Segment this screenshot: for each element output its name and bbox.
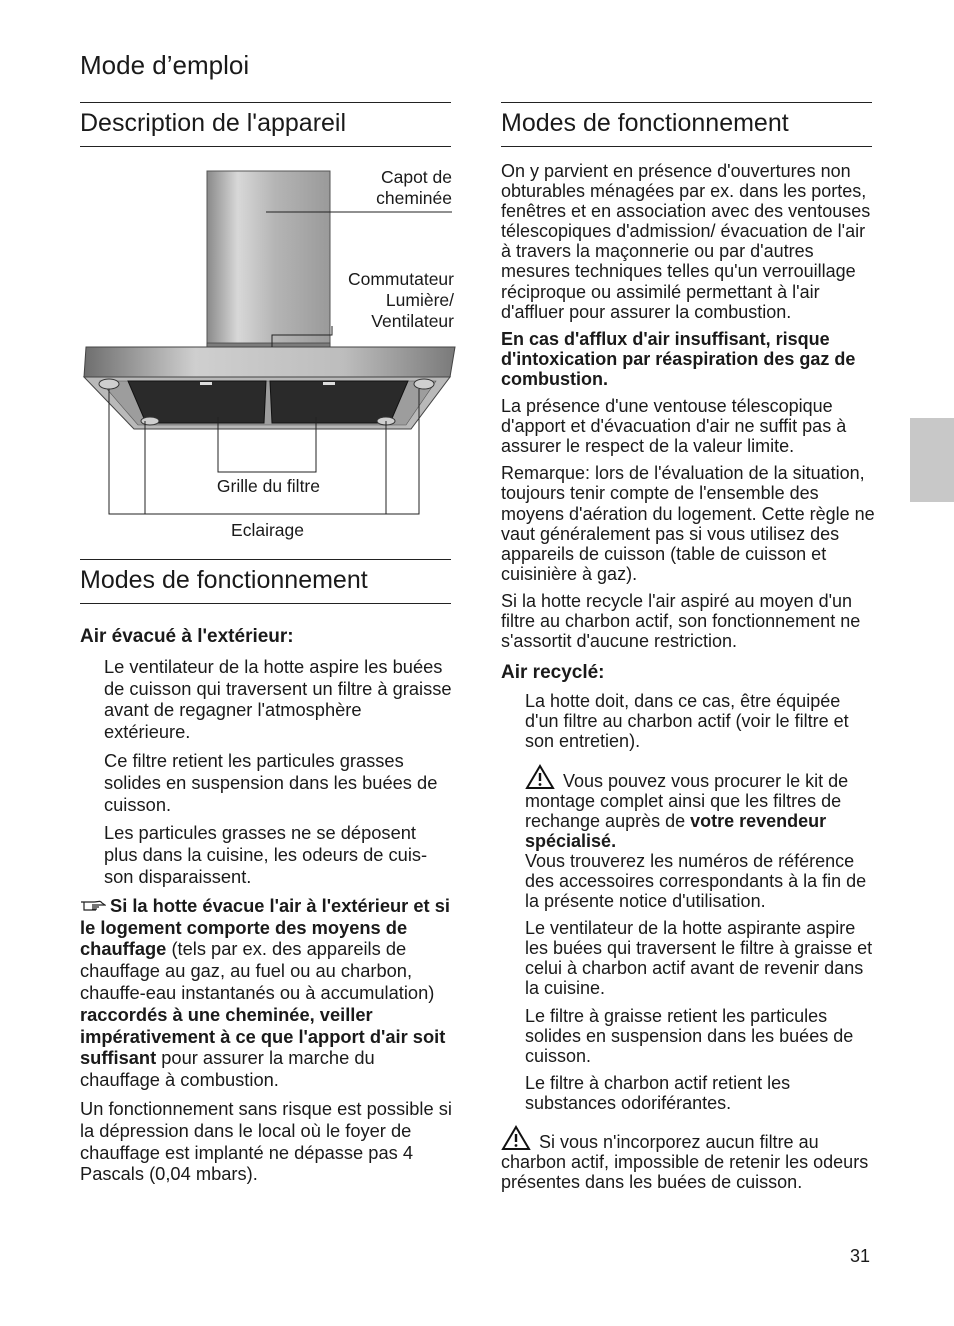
- paragraph: Un fonctionnement sans risque est possible si la dépression dans le local où le foyer de chauffage est implanté ne dépasse pas 4 Pascals (0,04 mbars).: [80, 1097, 452, 1185]
- label-capot: Capot de cheminée: [376, 167, 452, 208]
- canopy: [84, 347, 455, 377]
- paragraph: Le filtre à graisse retient les particules solides en suspension dans les buées de cuisson.: [525, 1005, 854, 1066]
- paragraph: Remarque: lors de l'évaluation de la situation, toujours tenir compte de l'ensemble des moyens d'aération du logement. Cette règle ne vaut généralement pas si vous utilisez des appareils de cuisson (table de cuisson et cuisinière à gaz).: [501, 463, 875, 584]
- subtitle-air-recycle: Air recyclé:: [501, 662, 605, 684]
- label-commutateur: Commutateur Lumière/ Ventilateur: [347, 269, 454, 331]
- side-tab-marker: [910, 418, 954, 502]
- page-number: 31: [849, 1246, 870, 1266]
- section-title-modes-right: Modes de fonctionnement: [501, 102, 872, 147]
- label-grille: Grille du filtre: [216, 476, 320, 496]
- right-text-column: [501, 161, 875, 1199]
- subtitle-air-evacue: Air évacué à l'extérieur:: [80, 626, 294, 647]
- warning-icon: [501, 1125, 531, 1151]
- warning-icon: [525, 764, 555, 790]
- warning-paragraph: Vous pouvez vous procurer le kit de montage complet ainsi que les filtres de rechange auprès de votre revendeur spécialisé. Vous trouverez les numéros de référence des accessoires correspondants à la fin de la présente notice d'utilisation.: [525, 764, 875, 912]
- page-title: Mode d’emploi: [80, 50, 250, 80]
- label-eclairage: Eclairage: [231, 520, 304, 540]
- hood-diagram: [78, 165, 458, 525]
- paragraph: Le ventilateur de la hotte aspirante aspire les buées qui traversent le filtre à graisse et celui à charbon actif avant de revenir dans la cuisine.: [525, 918, 873, 999]
- bold-warning: En cas d'afflux d'air insuffisant, risque d'intoxication par réaspiration des gaz de combustion.: [501, 328, 856, 389]
- note-paragraph: Si la hotte évacue l'air à l'extérieur et si le logement comporte des moyens de chauffage (tels par ex. des appareils de chauffage au gaz, au fuel ou au charbon, chauffe-eau instantanés ou à accumulation) raccordés à une cheminée, veiller impérativement à ce que l'apport d'air soit suffisant pour assurer la marche du chauffage à combustion.: [80, 894, 450, 1091]
- left-text-column: [80, 626, 452, 1192]
- paragraph: Ce filtre retient les particules grasses solides en suspension dans les buées de cuisson.: [104, 749, 438, 815]
- paragraph: Si la hotte recycle l'air aspiré au moyen d'un filtre au charbon actif, son fonctionnement ne s'assortit d'aucune restriction.: [501, 590, 861, 652]
- paragraph: La hotte doit, dans ce cas, être équipée d'un filtre au charbon actif (voir le filtre et son entretien).: [525, 691, 849, 752]
- section-title-description: Description de l'appareil: [80, 102, 451, 147]
- paragraph: Les particules grasses ne se déposent plus dans la cuisine, les odeurs de cuis-son disparaissent.: [104, 822, 428, 887]
- pointing-hand-icon: [80, 898, 106, 912]
- section-title-modes-left: Modes de fonctionnement: [80, 559, 451, 604]
- paragraph: Le ventilateur de la hotte aspire les buées de cuisson qui traversent un filtre à graisse avant de regagner l'atmosphère extérieure.: [104, 655, 452, 743]
- paragraph: La présence d'une ventouse télescopique d'apport et d'évacuation d'air ne suffit pas à assurer le respect de la valeur limite.: [501, 396, 847, 457]
- warning-paragraph: Si vous n'incorporez aucun filtre au charbon actif, impossible de retenir les odeurs présentes dans les buées de cuisson.: [501, 1125, 875, 1192]
- paragraph: On y parvient en présence d'ouvertures non obturables ménagées par ex. dans les portes, fenêtres et en association avec des ventouses télescopiques d'admission/ évacuation de l'air à travers la maçonnerie ou par d'autres mesures techniques telles qu'un verrouillage réciproque ou assimilé permettant à l'air d'affluer pour assurer la combustion.: [501, 161, 871, 322]
- paragraph: Le filtre à charbon actif retient les substances odoriférantes.: [525, 1072, 791, 1113]
